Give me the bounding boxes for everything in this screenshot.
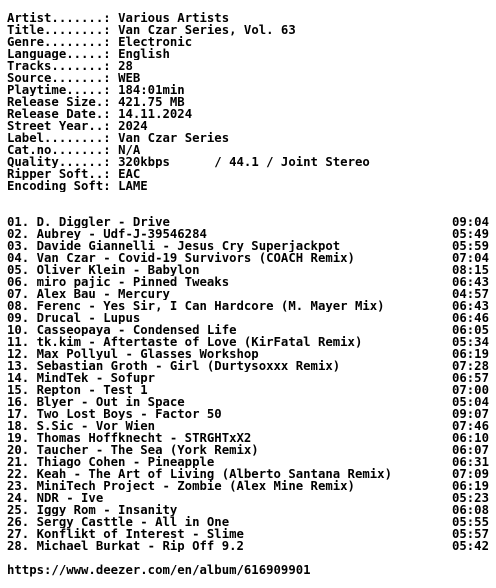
track-title: 10. Casseopaya - Condensed Life [7,324,237,336]
track-row [7,336,489,348]
track-duration: 06:19 [451,480,489,492]
track-row [7,540,489,552]
info-field-value: English [118,48,170,60]
info-field-key: Street Year..: [7,120,119,132]
track-title: 28. Michael Burkat - Rip Off 9.2 [7,540,244,552]
info-field-key: Quality......: [7,156,119,168]
track-row [7,444,489,456]
track-duration: 06:57 [451,372,489,384]
track-duration: 05:59 [451,240,489,252]
info-field [7,48,489,60]
info-field-key: Genre........: [7,36,119,48]
track-row [7,276,489,288]
track-row [7,492,489,504]
info-field [7,84,489,96]
info-field-key: Release Size.: [7,96,119,108]
track-title: 12. Max Pollyul - Glasses Workshop [7,348,259,360]
track-title: 17. Two Lost Boys - Factor 50 [7,408,222,420]
info-field-key: Encoding Soft: [7,180,119,192]
track-row [7,384,489,396]
track-title: 14. MindTek - Sofupr [7,372,156,384]
track-title: 04. Van Czar - Covid-19 Survivors (COACH Remix) [7,252,355,264]
track-row [7,264,489,276]
release-info [7,12,489,192]
track-title: 06. miro pajic - Pinned Tweaks [7,276,230,288]
info-field-value: 320kbps / 44.1 / Joint Stereo [118,156,370,168]
track-row [7,420,489,432]
track-title: 11. tk.kim - Aftertaste of Love (KirFatal Remix) [7,336,363,348]
track-row [7,252,489,264]
info-field-key: Source.......: [7,72,119,84]
track-title: 21. Thiago Cohen - Pineapple [7,456,215,468]
track-row [7,324,489,336]
track-row [7,432,489,444]
info-field-value: Van Czar Series [118,132,230,144]
track-duration: 07:09 [451,468,489,480]
info-field-value: N/A [118,144,141,156]
info-field [7,132,489,144]
track-duration: 05:55 [451,516,489,528]
track-row [7,228,489,240]
track-row [7,528,489,540]
info-field [7,120,489,132]
tracklist [7,216,489,552]
info-field [7,24,489,36]
track-duration: 06:05 [451,324,489,336]
info-field-value: 184:01min [118,84,185,96]
track-duration: 07:00 [451,384,489,396]
track-duration: 06:10 [451,432,489,444]
track-duration: 06:46 [451,312,489,324]
track-row [7,480,489,492]
track-duration: 05:23 [451,492,489,504]
track-row [7,408,489,420]
info-field [7,60,489,72]
track-row [7,240,489,252]
info-field [7,36,489,48]
track-duration: 06:08 [451,504,489,516]
track-duration: 07:46 [451,420,489,432]
track-row [7,456,489,468]
info-field-value: 28 [118,60,133,72]
info-field-key: Playtime.....: [7,84,119,96]
track-title: 23. MiniTech Project - Zombie (Alex Mine Remix) [7,480,355,492]
info-field-value: EAC [118,168,141,180]
section-spacer [7,192,489,216]
track-row [7,300,489,312]
track-duration: 06:19 [451,348,489,360]
album-url: https://www.deezer.com/en/album/616909901 [7,563,311,577]
track-duration: 05:49 [451,228,489,240]
track-duration: 06:43 [451,276,489,288]
track-duration: 08:15 [451,264,489,276]
info-field [7,108,489,120]
track-duration: 07:04 [451,252,489,264]
track-duration: 09:07 [451,408,489,420]
info-field-key: Label........: [7,132,119,144]
track-title: 05. Oliver Klein - Babylon [7,264,200,276]
track-title: 02. Aubrey - Udf-J-39546284 [7,228,207,240]
info-field-key: Ripper Soft..: [7,168,119,180]
track-row [7,468,489,480]
track-duration: 09:04 [451,216,489,228]
track-title: 22. Keah - The Art of Living (Alberto Santana Remix) [7,468,392,480]
info-field-key: Release Date.: [7,108,119,120]
info-field-value: LAME [118,180,148,192]
track-row [7,288,489,300]
track-row [7,504,489,516]
track-duration: 05:04 [451,396,489,408]
track-duration: 04:57 [451,288,489,300]
info-field-key: Title........: [7,24,119,36]
track-title: 07. Alex Bau - Mercury [7,288,170,300]
info-field [7,180,489,192]
track-duration: 05:57 [451,528,489,540]
info-field-key: Tracks.......: [7,60,119,72]
track-row [7,360,489,372]
track-title: 18. S.Sic - Vor Wien [7,420,156,432]
info-field-value: 2024 [118,120,148,132]
track-row [7,372,489,384]
info-field-value: Various Artists [118,12,230,24]
track-title: 19. Thomas Hoffknecht - STRGHTxX2 [7,432,252,444]
info-field [7,168,489,180]
info-field [7,12,489,24]
info-field-value: Van Czar Series, Vol. 63 [118,24,296,36]
info-field [7,72,489,84]
track-row [7,312,489,324]
track-title: 24. NDR - Ive [7,492,104,504]
track-title: 27. Konflikt of Interest - Slime [7,528,244,540]
track-duration: 06:43 [451,300,489,312]
track-duration: 06:07 [451,444,489,456]
track-row [7,216,489,228]
track-title: 08. Ferenc - Yes Sir, I Can Hardcore (M. Mayer Mix) [7,300,385,312]
track-duration: 07:28 [451,360,489,372]
track-title: 20. Taucher - The Sea (York Remix) [7,444,259,456]
track-row [7,348,489,360]
track-title: 03. Davide Giannelli - Jesus Cry Superjackpot [7,240,341,252]
info-field [7,156,489,168]
track-title: 25. Iggy Rom - Insanity [7,504,178,516]
info-field-value: Electronic [118,36,193,48]
info-field [7,96,489,108]
track-row [7,516,489,528]
info-field-value: WEB [118,72,141,84]
track-title: 15. Repton - Test 1 [7,384,148,396]
track-title: 26. Sergy Casttle - All in One [7,516,230,528]
track-duration: 05:42 [451,540,489,552]
info-field-value: 421.75 MB [118,96,185,108]
nfo-document [7,12,489,552]
track-duration: 06:31 [451,456,489,468]
track-duration: 05:34 [451,336,489,348]
info-field [7,144,489,156]
track-title: 09. Drucal - Lupus [7,312,141,324]
track-row [7,396,489,408]
info-field-key: Artist.......: [7,12,119,24]
info-field-key: Cat.no.......: [7,144,119,156]
track-title: 16. Blyer - Out in Space [7,396,185,408]
info-field-value: 14.11.2024 [118,108,193,120]
track-title: 01. D. Diggler - Drive [7,216,170,228]
info-field-key: Language.....: [7,48,119,60]
track-title: 13. Sebastian Groth - Girl (Durtysoxxx Remix) [7,360,341,372]
